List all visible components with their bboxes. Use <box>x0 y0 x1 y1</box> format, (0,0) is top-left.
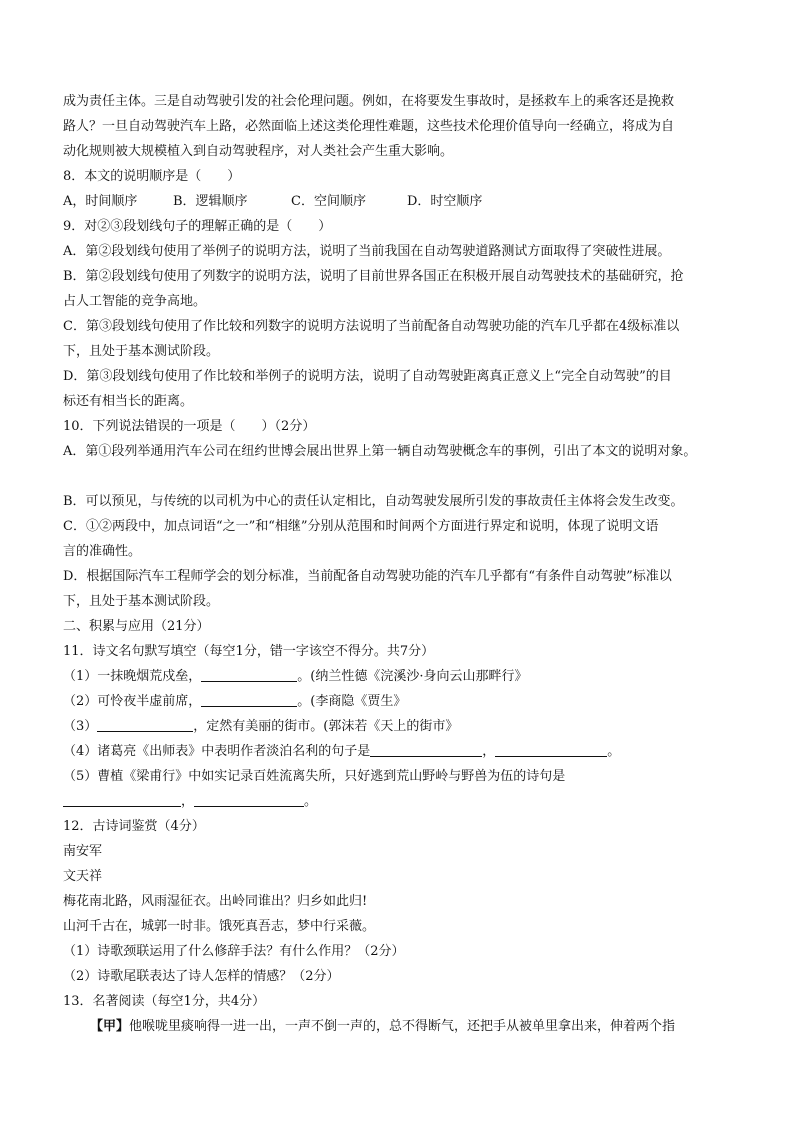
text: （2）可怜夜半虚前席， <box>63 694 202 709</box>
fill-line-6 <box>63 789 743 814</box>
poem-author: 文天祥 <box>63 869 103 884</box>
exam-page <box>63 89 743 1039</box>
question-10-line: C．①②两段中，加点词语“之一”和“相继”分别从范围和时间两个方面进行界定和说明，体现了说明文语 <box>63 519 659 534</box>
answer-blank[interactable] <box>495 742 607 757</box>
section-heading: 二、积累与应用（21分） <box>63 619 210 634</box>
question-13-excerpt <box>63 1014 743 1039</box>
option-a: A，时间顺序 <box>63 194 138 209</box>
fill-line-3 <box>63 714 743 739</box>
passage-line: 动化规则被大规模植入到自动驾驶程序，对人类社会产生重大影响。 <box>63 144 454 159</box>
poem-line: 梅花南北路，风雨湿征衣。出岭同谁出？归乡如此归! <box>63 894 368 909</box>
option-c: C．空间顺序 <box>291 194 366 209</box>
option-b: B．逻辑顺序 <box>173 194 248 209</box>
fill-line-4 <box>63 739 743 764</box>
text: ，定然有美丽的街市。(郭沫若《天上的街市》 <box>193 719 459 734</box>
text: 。 <box>304 794 318 809</box>
fill-line-2 <box>63 689 743 714</box>
excerpt-tag: 【甲】 <box>90 1019 130 1034</box>
question-9-line: 占人工智能的竞争高地。 <box>63 294 207 309</box>
question-11-stem: 11．诗文名句默写填空（每空1分，错一字该空不得分。共7分） <box>63 644 435 659</box>
passage-line: 成为责任主体。三是自动驾驶引发的社会伦理问题。例如，在将要发生事故时，是拯救车上的乘客还是挽救 <box>63 94 675 109</box>
answer-blank[interactable] <box>97 717 193 732</box>
answer-blank[interactable] <box>201 692 297 707</box>
text: ， <box>482 744 496 759</box>
sub-question: （2）诗歌尾联表达了诗人怎样的情感？（2分） <box>63 969 340 984</box>
answer-blank[interactable] <box>194 792 304 807</box>
text: （3） <box>63 719 98 734</box>
fill-line-1 <box>63 664 743 689</box>
option-d: D．时空顺序 <box>407 194 483 209</box>
question-10-line: 言的准确性。 <box>63 544 142 559</box>
sub-question: （1）诗歌颈联运用了什么修辞手法？有什么作用？（2分） <box>63 944 405 959</box>
excerpt-text: 他喉咙里痰响得一进一出，一声不倒一声的，总不得断气，还把手从被单里拿出来，伸着两个指 <box>129 1019 676 1034</box>
question-9-line: D．第③段划线句使用了作比较和举例子的说明方法，说明了自动驾驶距离真正意义上“完全自动驾驶”的目 <box>63 369 672 384</box>
question-9-line: B．第②段划线句使用了列数字的说明方法，说明了目前世界各国正在积极开展自动驾驶技术的基础研究，抢 <box>63 269 684 284</box>
question-9-line: 标还有相当长的距离。 <box>63 394 194 409</box>
question-9-line: C．第③段划线句使用了作比较和列数字的说明方法说明了当前配备自动驾驶功能的汽车几乎都在4级标准以 <box>63 319 680 334</box>
question-12-stem: 12．古诗词鉴赏（4分） <box>63 819 205 834</box>
question-9-stem: 9．对②③段划线句子的理解正确的是（ ） <box>63 219 332 234</box>
question-9-line: 下，且处于基本测试阶段。 <box>63 344 220 359</box>
text: 。 <box>607 744 621 759</box>
question-10-stem: 10．下列说法错误的一项是（ ）（2分） <box>63 419 316 434</box>
question-10-line: 下，且处于基本测试阶段。 <box>63 594 220 609</box>
question-10-line: D．根据国际汽车工程师学会的划分标准，当前配备自动驾驶功能的汽车几乎都有“有条件自动驾驶”标准以 <box>63 569 672 584</box>
question-10-line: B．可以预见，与传统的以司机为中心的责任认定相比，自动驾驶发展所引发的事故责任主体将会发生改变。 <box>63 494 684 509</box>
question-9-line: A．第②段划线句使用了举例子的说明方法，说明了当前我国在自动驾驶道路测试方面取得了突破性进展。 <box>63 244 671 259</box>
answer-blank[interactable] <box>370 742 482 757</box>
passage-line: 路人？一旦自动驾驶汽车上路，必然面临上述这类伦理性难题，这些技术伦理价值导向一经确立，将成为自 <box>63 119 675 134</box>
spacer <box>63 464 743 489</box>
poem-line: 山河千古在，城郭一时非。饿死真吾志，梦中行采薇。 <box>63 919 376 934</box>
text: （4）诸葛亮《出师表》中表明作者淡泊名利的句子是 <box>63 744 371 759</box>
answer-blank[interactable] <box>63 792 181 807</box>
question-10-option-a: A．第①段列举通用汽车公司在纽约世博会展出世界上第一辆自动驾驶概念车的事例，引出了本文的说明对象。 <box>63 444 697 459</box>
text: ， <box>181 794 195 809</box>
question-8-stem: 8．本文的说明顺序是（ ） <box>63 169 241 184</box>
question-13-stem: 13．名著阅读（每空1分，共4分） <box>63 994 266 1009</box>
text: 。(李商隐《贾生》 <box>297 694 407 709</box>
question-8-options <box>63 189 743 214</box>
poem-title: 南安军 <box>63 844 103 859</box>
text: （1）一抹晚烟荒戍垒， <box>63 669 202 684</box>
text: 。(纳兰性德《浣溪沙·身向云山那畔行》 <box>297 669 528 684</box>
answer-blank[interactable] <box>201 667 297 682</box>
fill-line-5: （5）曹植《梁甫行》中如实记录百姓流离失所，只好逃到荒山野岭与野兽为伍的诗句是 <box>63 769 566 784</box>
